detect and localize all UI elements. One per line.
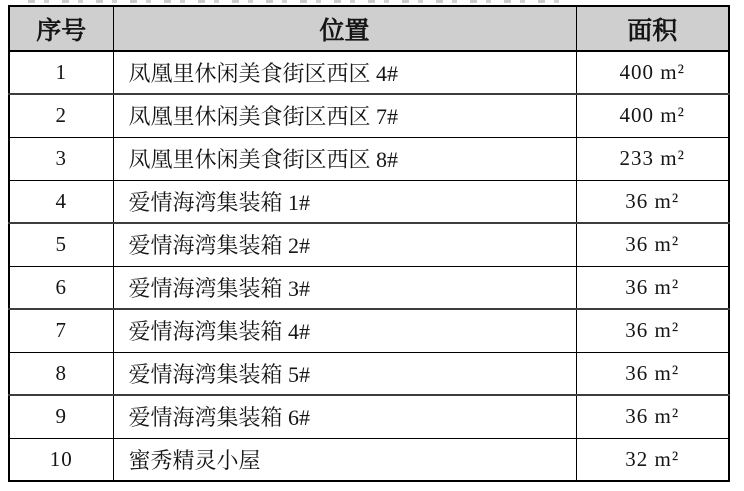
table-row [9,395,729,438]
row-number-cell: 10 [9,438,113,481]
table-row [9,266,729,309]
area-cell: 36 m² [576,395,729,438]
row-number-cell: 1 [9,51,113,94]
area-cell: 36 m² [576,309,729,352]
row-number-cell: 7 [9,309,113,352]
area-cell: 400 m² [576,94,729,137]
table-row [9,180,729,223]
table-row [9,223,729,266]
table-row [9,137,729,180]
row-number-cell: 4 [9,180,113,223]
row-number-cell: 2 [9,94,113,137]
location-cell: 蜜秀精灵小屋 [113,438,576,481]
location-cell: 凤凰里休闲美食街区西区 7# [113,94,576,137]
table-body [9,51,729,481]
row-number-cell: 5 [9,223,113,266]
location-cell: 爱情海湾集装箱 6# [113,395,576,438]
area-cell: 36 m² [576,223,729,266]
area-cell: 36 m² [576,352,729,395]
area-cell: 400 m² [576,51,729,94]
column-header-location: 位置 [113,6,576,51]
table-row [9,51,729,94]
row-number-cell: 9 [9,395,113,438]
table-row [9,94,729,137]
location-cell: 爱情海湾集装箱 4# [113,309,576,352]
location-cell: 爱情海湾集装箱 2# [113,223,576,266]
location-cell: 爱情海湾集装箱 3# [113,266,576,309]
row-number-cell: 3 [9,137,113,180]
table-row [9,352,729,395]
header-row [9,6,729,51]
location-cell: 爱情海湾集装箱 5# [113,352,576,395]
location-cell: 爱情海湾集装箱 1# [113,180,576,223]
location-cell: 凤凰里休闲美食街区西区 8# [113,137,576,180]
area-cell: 233 m² [576,137,729,180]
column-header-number: 序号 [9,6,113,51]
table-row [9,438,729,481]
table-header [9,6,729,51]
row-number-cell: 6 [9,266,113,309]
location-cell: 凤凰里休闲美食街区西区 4# [113,51,576,94]
area-cell: 36 m² [576,180,729,223]
column-header-area: 面积 [576,6,729,51]
area-cell: 36 m² [576,266,729,309]
clipped-text-artifact [28,0,563,3]
area-listing-table [8,5,730,482]
row-number-cell: 8 [9,352,113,395]
area-cell: 32 m² [576,438,729,481]
table-row [9,309,729,352]
